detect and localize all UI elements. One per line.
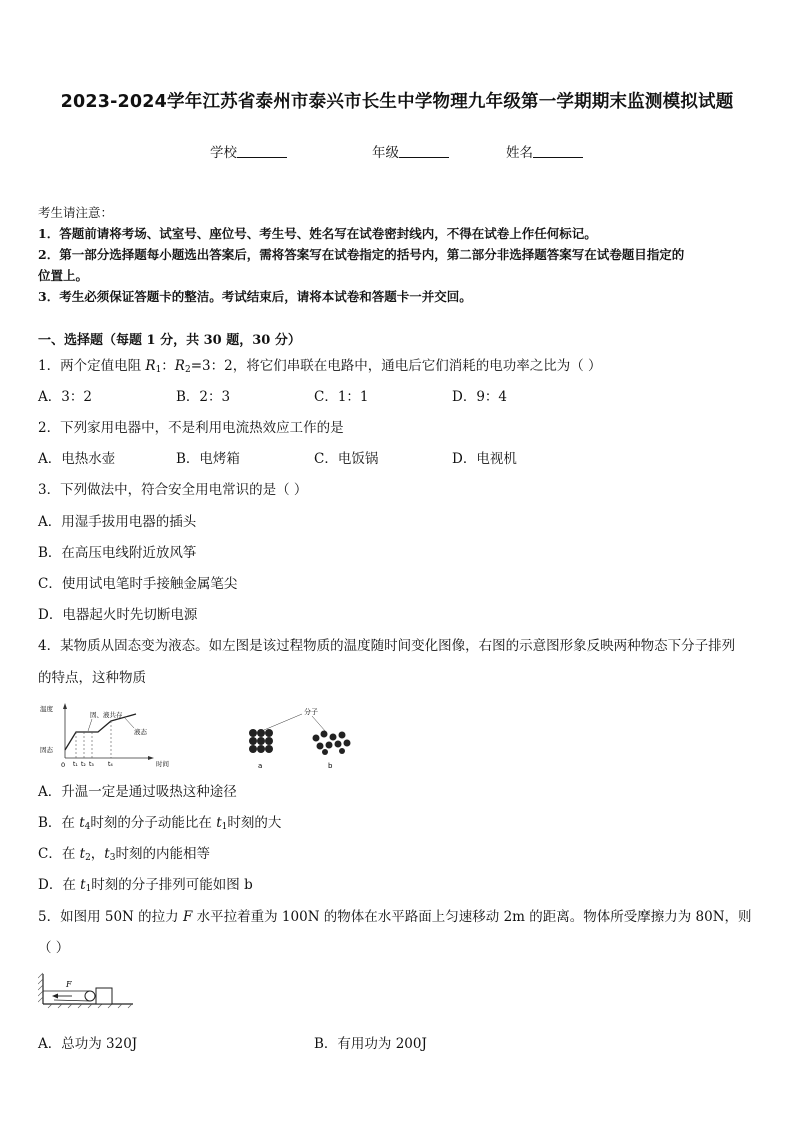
pulley <box>85 991 95 1001</box>
question-1-stem: 1．两个定值电阻 $R_1$：$R_2=3$：2，将它们串联在电路中，通电后它们消耗的电功率之比为（ ） <box>38 358 602 375</box>
origin-label: 0 <box>61 761 66 769</box>
tick-t1: t₁ <box>73 761 78 768</box>
grade-label: 年级 <box>372 145 399 161</box>
q2-option-c[interactable]: C．电饭锅 <box>314 451 379 467</box>
name-label: 姓名 <box>506 145 533 161</box>
q5-option-a[interactable]: A．总功为 320J <box>38 1036 138 1052</box>
section-heading: 一、选择题（每题 1 分，共 30 题，30 分） <box>38 333 301 348</box>
q4-option-c[interactable]: C．在 $t_2$，$t_3$时刻的内能相等 <box>38 846 210 863</box>
notice-item: 1．答题前请将考场、试室号、座位号、考生号、姓名写在试卷密封线内，不得在试卷上作任何标记。 <box>38 226 597 241</box>
figure-a-label: a <box>258 762 263 770</box>
notice-item: 3．考生必须保证答题卡的整洁。考试结束后，请将本试卷和答题卡一并交回。 <box>38 289 472 304</box>
notice-item: 位置上。 <box>38 268 89 283</box>
pulley-figure <box>38 970 138 1010</box>
q3-option-c[interactable]: C．使用试电笔时手接触金属笔尖 <box>38 576 238 592</box>
mixed-label: 固、液共存 <box>90 711 123 719</box>
q4-option-d[interactable]: D．在 $t_1$时刻的分子排列可能如图 b <box>38 877 253 894</box>
q4-option-a[interactable]: A．升温一定是通过吸热这种途径 <box>38 784 237 800</box>
solid-label: 固态 <box>40 746 53 754</box>
block <box>96 988 112 1004</box>
q5-option-b[interactable]: B．有用功为 200J <box>314 1036 427 1052</box>
temperature-curve <box>65 714 136 750</box>
q2-option-a[interactable]: A．电热水壶 <box>38 451 116 467</box>
x-axis-label: 时间 <box>156 760 169 768</box>
tick-t4: t₄ <box>108 761 113 768</box>
q1-option-a[interactable]: A．3：2 <box>38 389 92 405</box>
force-arrowhead <box>52 994 58 999</box>
molecule-label: 分子 <box>304 708 318 716</box>
x-axis-arrow <box>148 756 154 760</box>
q1-option-c[interactable]: C．1：1 <box>314 389 369 405</box>
figure-b-label: b <box>328 762 333 770</box>
wall-hatch <box>38 973 43 1002</box>
question-5-stem-line1: 5．如图用 50N 的拉力 F 水平拉着重为 100N 的物体在水平路面上匀速移动 2m 的距离。物体所受摩擦力为 80N，则 <box>38 909 752 925</box>
school-label: 学校 <box>210 145 237 161</box>
notice-item: 2．第一部分选择题每小题选出答案后，需将答案写在试卷指定的括号内，第二部分非选择题答案写在试卷题目指定的 <box>38 247 685 262</box>
name-field[interactable] <box>506 141 583 161</box>
force-label: F <box>66 980 72 989</box>
molecules-b <box>313 731 351 756</box>
q1-option-b[interactable]: B．2：3 <box>176 389 231 405</box>
q3-option-b[interactable]: B．在高压电线附近放风筝 <box>38 545 197 561</box>
tick-t2: t₂ <box>81 761 86 768</box>
liquid-label: 液态 <box>134 728 147 736</box>
molecule-leader-a <box>264 714 302 730</box>
molecules-a <box>249 729 273 753</box>
q2-option-b[interactable]: B．电烤箱 <box>176 451 240 467</box>
tick-t3: t₃ <box>89 761 94 768</box>
molecule-arrangement-figure <box>232 700 362 772</box>
molecule-leader-b <box>312 716 326 732</box>
mixed-leader <box>88 719 92 731</box>
question-5-stem-line2: （ ） <box>38 940 70 956</box>
rope-bottom <box>54 1000 90 1001</box>
q3-option-a[interactable]: A．用湿手拔用电器的插头 <box>38 514 197 530</box>
liquid-leader <box>124 717 134 728</box>
notice-heading: 考生请注意： <box>38 205 114 220</box>
school-field[interactable] <box>210 141 287 161</box>
q1-option-d[interactable]: D．9：4 <box>452 389 508 405</box>
page-title: 2023-2024学年江苏省泰州市泰兴市长生中学物理九年级第一学期期末监测模拟试题 <box>60 92 734 112</box>
q4-option-b[interactable]: B．在 $t_4$时刻的分子动能比在 $t_1$时刻的大 <box>38 815 282 832</box>
question-4-stem-line2: 的特点，这种物质 <box>38 670 146 686</box>
y-axis-label: 温度 <box>40 705 53 713</box>
melting-graph-figure <box>38 700 188 772</box>
y-axis-arrow <box>63 703 67 709</box>
question-3-stem: 3．下列做法中，符合安全用电常识的是（ ） <box>38 482 308 498</box>
question-4-stem-line1: 4．某物质从固态变为液态。如左图是该过程物质的温度随时间变化图像，右图的示意图形象反映两种物态下分子排列 <box>38 638 736 654</box>
grade-field[interactable] <box>372 141 449 161</box>
question-2-stem: 2．下列家用电器中，不是利用电流热效应工作的是 <box>38 420 344 436</box>
q3-option-d[interactable]: D．电器起火时先切断电源 <box>38 607 198 623</box>
q2-option-d[interactable]: D．电视机 <box>452 451 517 467</box>
